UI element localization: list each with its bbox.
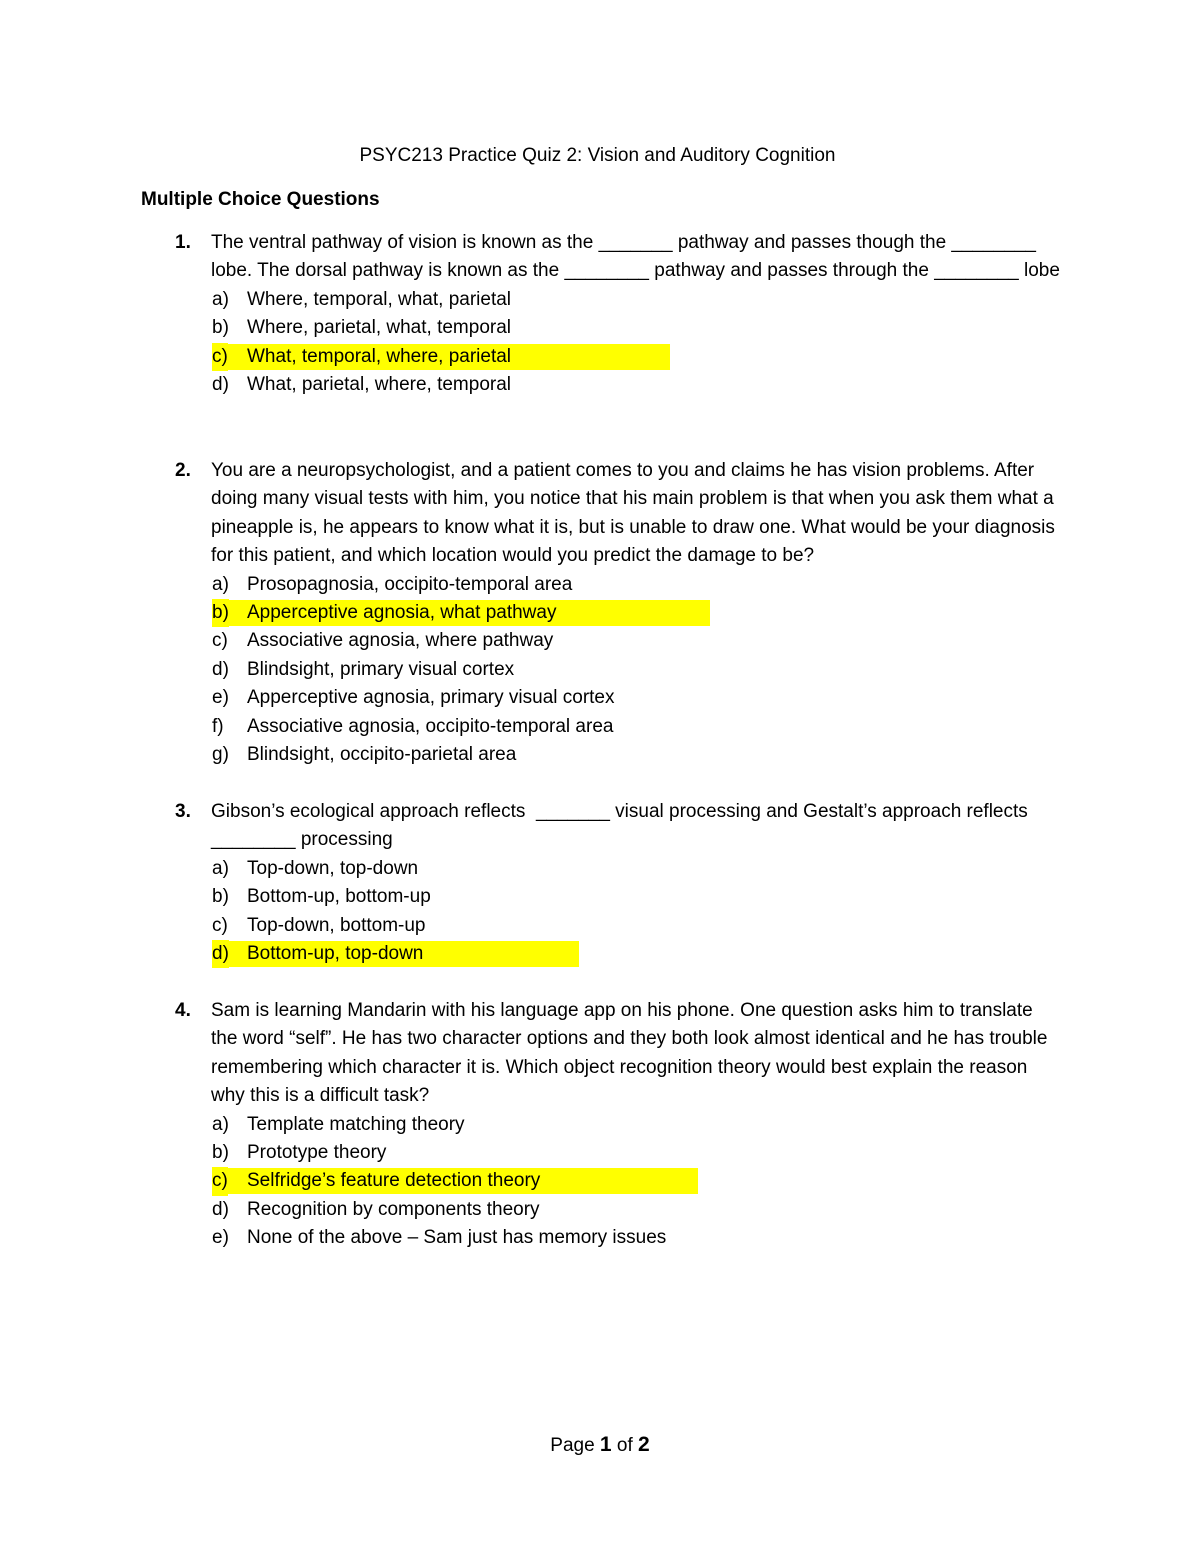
option-item: [141, 684, 1061, 712]
option-text: Prosopagnosia, occipito-temporal area: [247, 573, 573, 595]
option-item-correct: [141, 599, 1061, 627]
option-item: [141, 883, 1061, 911]
section-heading: Multiple Choice Questions: [141, 189, 380, 210]
option-letter: c): [212, 914, 228, 936]
question-text: The ventral pathway of vision is known as the _______ pathway and passes though the ________ lobe. The dorsal pathway is known as the ________ pathway and passes through the ________ lobe: [211, 232, 1060, 282]
option-letter: c): [212, 343, 228, 371]
option-text: Recognition by components theory: [247, 1198, 540, 1220]
option-letter: d): [212, 658, 229, 680]
option-letter: a): [212, 857, 229, 879]
option-text: Top-down, bottom-up: [247, 914, 426, 936]
question-number: 4.: [175, 1000, 191, 1021]
option-letter: d): [212, 373, 229, 395]
option-text: Associative agnosia, occipito-temporal area: [247, 715, 614, 737]
option-item: [141, 286, 1061, 314]
option-letter: b): [212, 599, 229, 627]
option-list: [141, 855, 1061, 969]
option-item: [141, 1139, 1061, 1167]
option-text: What, temporal, where, parietal: [247, 345, 512, 367]
option-item: [141, 371, 1061, 399]
option-item-correct: [141, 343, 1061, 371]
document-title: PSYC213 Practice Quiz 2: Vision and Auditory Cognition: [359, 145, 836, 166]
option-item: [141, 627, 1061, 655]
option-letter: a): [212, 1113, 229, 1135]
option-text: Where, temporal, what, parietal: [247, 288, 512, 310]
question-3: [141, 798, 1061, 968]
option-text: None of the above – Sam just has memory issues: [247, 1227, 667, 1249]
option-text: Selfridge’s feature detection theory: [247, 1170, 541, 1192]
current-page-number: 1: [599, 1433, 612, 1456]
option-item: [141, 741, 1061, 769]
option-list: [141, 571, 1061, 770]
option-item: [141, 1224, 1061, 1252]
question-number: 2.: [175, 460, 191, 481]
option-text: What, parietal, where, temporal: [247, 373, 512, 395]
option-text: Associative agnosia, where pathway: [247, 630, 554, 652]
option-text: Blindsight, occipito-parietal area: [247, 743, 517, 765]
total-pages-number: 2: [638, 1433, 650, 1456]
option-letter: f): [212, 715, 224, 737]
option-text: Bottom-up, bottom-up: [247, 886, 431, 908]
option-item: [141, 713, 1061, 741]
option-text: Where, parietal, what, temporal: [247, 317, 512, 339]
option-letter: c): [212, 1167, 228, 1195]
option-item: [141, 1111, 1061, 1139]
option-text: Prototype theory: [247, 1142, 387, 1164]
option-letter: a): [212, 573, 229, 595]
option-list: [141, 1111, 1061, 1253]
option-text: Top-down, top-down: [247, 857, 419, 879]
option-list: [141, 286, 1061, 400]
option-letter: b): [212, 1142, 229, 1164]
option-letter: c): [212, 630, 228, 652]
option-letter: e): [212, 1227, 229, 1249]
page-label: Page: [550, 1435, 595, 1456]
option-text: Bottom-up, top-down: [247, 942, 424, 964]
question-2: [141, 457, 1061, 769]
question-text: Sam is learning Mandarin with his language app on his phone. One question asks him to translate the word “self”. He has two character options and they both look almost identical and he has trouble remembering which character it is. Which object recognition theory would best explain the reason why this is a difficult task?: [211, 1000, 1053, 1107]
question-1: [141, 229, 1061, 399]
question-4: [141, 997, 1061, 1253]
option-letter: d): [212, 940, 229, 968]
option-item-correct: [141, 940, 1061, 968]
question-text: Gibson’s ecological approach reflects _______ visual processing and Gestalt’s approach reflects ________ processing: [211, 801, 1034, 851]
option-text: Apperceptive agnosia, primary visual cortex: [247, 687, 615, 709]
option-letter: a): [212, 288, 229, 310]
option-letter: b): [212, 317, 229, 339]
option-item: [141, 571, 1061, 599]
option-letter: e): [212, 687, 229, 709]
question-text: You are a neuropsychologist, and a patient comes to you and claims he has vision problems. After doing many visual tests with him, you notice that his main problem is that when you ask them what a pineapple is, he appears to know what it is, but is unable to draw one. What would be your diagnosis for this patient, and which location would you predict the damage to be?: [211, 460, 1061, 567]
of-label: of: [616, 1435, 633, 1456]
option-letter: d): [212, 1198, 229, 1220]
option-text: Template matching theory: [247, 1113, 465, 1135]
option-item: [141, 855, 1061, 883]
page-footer: [0, 1431, 1200, 1460]
option-text: Apperceptive agnosia, what pathway: [247, 602, 557, 624]
option-item: [141, 656, 1061, 684]
question-number: 1.: [175, 232, 191, 253]
option-item-correct: [141, 1167, 1061, 1195]
option-item: [141, 314, 1061, 342]
option-letter: b): [212, 886, 229, 908]
question-number: 3.: [175, 801, 191, 822]
option-item: [141, 912, 1061, 940]
option-letter: g): [212, 743, 229, 765]
option-item: [141, 1196, 1061, 1224]
option-text: Blindsight, primary visual cortex: [247, 658, 515, 680]
